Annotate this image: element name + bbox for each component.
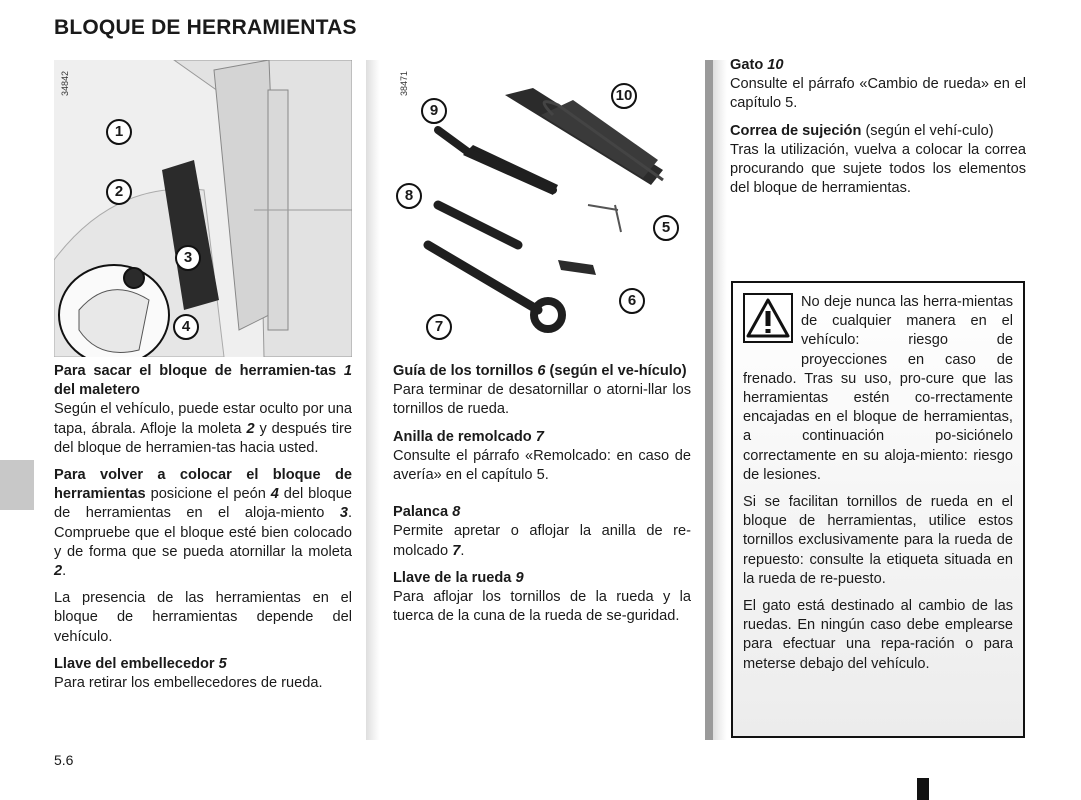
warning-paragraph-2: Si se facilitan tornillos de rueda en el bloque de herramientas, utilice estos tornillos exclusivamente para la rueda de repuesto: consulte la etiqueta situada en la rueda de re-puesto. bbox=[743, 494, 1013, 587]
callout-4: 4 bbox=[173, 314, 199, 340]
callout-1: 1 bbox=[106, 119, 132, 145]
callout-3: 3 bbox=[175, 245, 201, 271]
warning-box bbox=[731, 281, 1025, 738]
chapter-tab bbox=[0, 460, 34, 510]
column-divider-shadow bbox=[713, 60, 727, 740]
callout-9: 9 bbox=[421, 98, 447, 124]
paragraph-gato: Gato 10 Consulte el párrafo «Cambio de rueda» en el capítulo 5. bbox=[730, 57, 1026, 112]
heading-gato: Gato 10 bbox=[730, 57, 784, 73]
figure-tools bbox=[393, 60, 691, 357]
wheel-wrench-tool bbox=[438, 130, 558, 195]
toolblock-vehicle-illustration bbox=[54, 60, 352, 357]
callout-6: 6 bbox=[619, 288, 645, 314]
warning-text bbox=[743, 293, 1013, 682]
callout-8: 8 bbox=[396, 183, 422, 209]
paragraph-llave-rueda: Llave de la rueda 9 Para aflojar los tornillos de la rueda y la tuerca de la cuna de la rueda de se-guridad. bbox=[393, 569, 691, 625]
heading-sacar: Para sacar el bloque de herramien-tas 1 del maletero bbox=[54, 363, 352, 399]
tow-ring-tool bbox=[428, 245, 562, 329]
bolt-guide-tool bbox=[558, 260, 596, 275]
callout-2: 2 bbox=[106, 179, 132, 205]
heading-anilla: Anilla de remolcado 7 bbox=[393, 428, 544, 445]
heading-correa: Correa de sujeción bbox=[730, 122, 862, 139]
heading-guia: Guía de los tornillos 6 (según el ve-hículo) bbox=[393, 363, 687, 379]
paragraph-volver: Para volver a colocar el bloque de herramientas posicione el peón 4 del bloque de herramientas en el aloja-miento 3. Compruebe que el bloque esté bien colocado y de forma que se pueda atornillar la moleta 2. bbox=[54, 467, 352, 580]
corner-mark bbox=[917, 778, 929, 800]
callout-10: 10 bbox=[611, 83, 637, 109]
page-title: BLOQUE DE HERRAMIENTAS bbox=[54, 16, 357, 39]
warning-paragraph-3: El gato está destinado al cambio de las ruedas. En ningún caso debe emplearse para efectuar una repa-ración o para meterse debajo del vehículo. bbox=[743, 598, 1013, 672]
lever-tool bbox=[438, 205, 518, 245]
heading-palanca: Palanca 8 bbox=[393, 504, 461, 521]
warning-triangle-icon bbox=[743, 293, 793, 343]
paragraph-palanca: Palanca 8 Permite apretar o aflojar la anilla de re-molcado 7. bbox=[393, 504, 691, 559]
jack-tool bbox=[505, 88, 663, 185]
heading-llave-rueda: Llave de la rueda 9 bbox=[393, 569, 524, 586]
figure-ref-code: 38471 bbox=[399, 70, 409, 96]
column-2-text bbox=[393, 362, 691, 634]
heading-volver: Para volver a colocar el bloque de herramientas bbox=[54, 467, 352, 503]
paragraph-anilla: Anilla de remolcado 7 Consulte el párrafo «Remolcado: en caso de avería» en el capítulo 5. bbox=[393, 428, 691, 484]
callout-7: 7 bbox=[426, 314, 452, 340]
warning-icon-float bbox=[743, 293, 801, 355]
hubcap-key-tool bbox=[588, 205, 621, 232]
figure-toolblock-vehicle bbox=[54, 60, 352, 357]
callout-5: 5 bbox=[653, 215, 679, 241]
paragraph-sacar: Para sacar el bloque de herramien-tas 1 del maletero Según el vehículo, puede estar oculto por una tapa, ábrala. Afloje la moleta 2 y después tire del bloque de herramien-tas hacia usted. bbox=[54, 363, 352, 456]
heading-llave-embellecedor: Llave del embellecedor 5 bbox=[54, 655, 227, 672]
paragraph-llave-embellecedor: Llave del embellecedor 5 Para retirar los embellecedores de rueda. bbox=[54, 655, 323, 692]
paragraph-presencia: La presencia de las herramientas en el bloque de herramientas depende del vehículo. bbox=[54, 590, 352, 645]
warning-paragraph-1: No deje nunca las herra-mientas de cualquier manera en el vehículo: riesgo de proyecciones en caso de frenado. Tras su uso, pro-cure que las herramientas estén co-rrectamente encajadas en el bloque de herramientas, a continuación po-siciónelo correctamente en su aloja-miento: riesgo de lesiones. bbox=[743, 294, 1013, 483]
page-number: 5.6 bbox=[54, 752, 74, 768]
column-divider-shadow bbox=[366, 60, 380, 740]
figure-ref-code: 34842 bbox=[60, 70, 70, 96]
column-3-text bbox=[730, 56, 1026, 206]
column-divider-bar bbox=[705, 60, 713, 740]
column-1-text bbox=[54, 362, 352, 701]
paragraph-correa: Correa de sujeción (según el vehí-culo) Tras la utilización, vuelva a colocar la correa procurando que sujete todos los elementos del bloque de herramientas. bbox=[730, 122, 1026, 197]
paragraph-guia: Guía de los tornillos 6 (según el ve-hículo) Para terminar de desatornillar o atorni-llar los tornillos de rueda. bbox=[393, 363, 691, 418]
